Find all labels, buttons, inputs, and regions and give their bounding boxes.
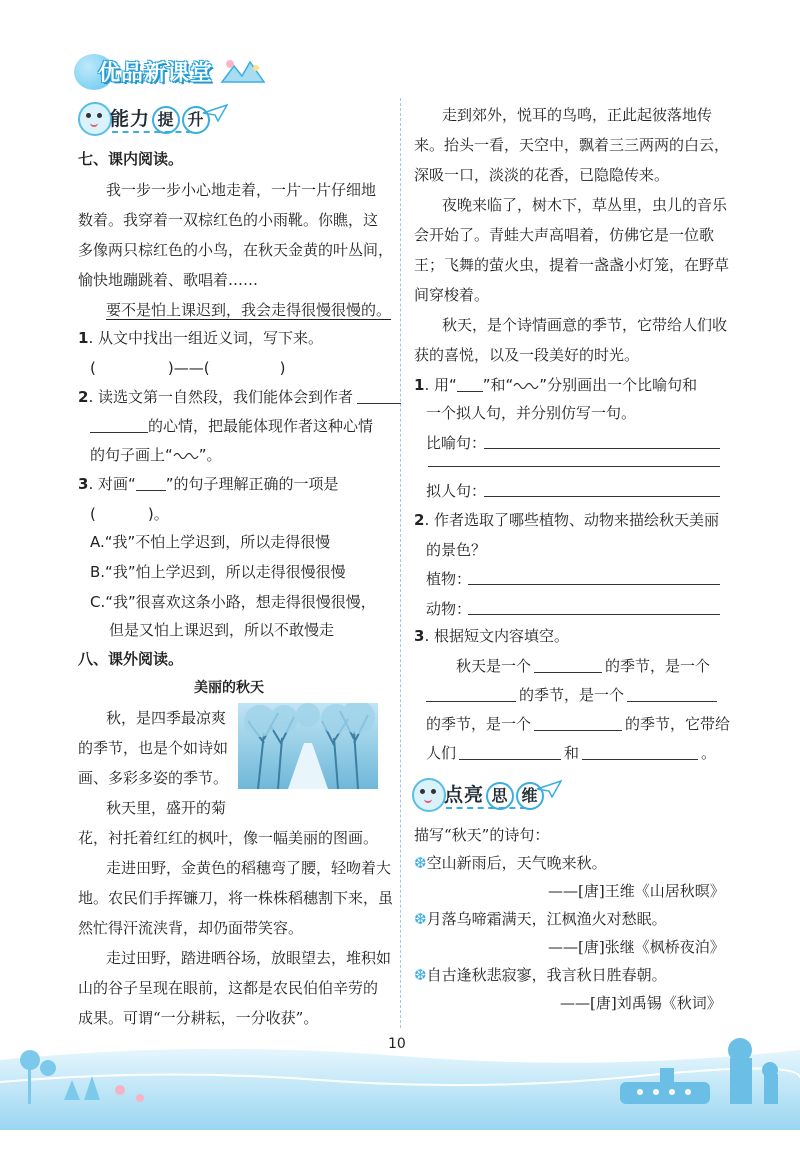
q-number: 3 bbox=[414, 627, 425, 645]
q-number: 1 bbox=[414, 376, 425, 394]
fill-text: 的季节，它带给 bbox=[625, 715, 731, 733]
wavy-line-icon bbox=[173, 450, 199, 460]
poem-2 bbox=[414, 904, 667, 934]
thinking-intro: 描写“秋天”的诗句： bbox=[414, 826, 550, 844]
passage-left-line-10: 山的谷子呈现在眼前，这都是农民伯伯辛劳的 bbox=[78, 979, 379, 997]
answer-blank[interactable] bbox=[357, 387, 401, 404]
passage-right-line-4: 夜晚来临了，树木下，草丛里，虫儿的音乐 bbox=[442, 196, 728, 214]
passage-right-line-5: 会开始了。青蛙大声高唱着，仿佛它是一位歌 bbox=[414, 226, 715, 244]
passage-right-line-3: 深吸一口，淡淡的花香，已隐隐传来。 bbox=[414, 166, 670, 184]
poem-line: 空山新雨后，天气晚来秋。 bbox=[426, 854, 607, 872]
poem-3 bbox=[414, 960, 667, 990]
part7-para-line-4: 愉快地蹦跳着、歌唱着…… bbox=[78, 271, 259, 289]
passage-left-line-6: 走进田野，金黄色的稻穗弯了腰，轻吻着大 bbox=[106, 859, 392, 877]
part7-q2-line3 bbox=[90, 440, 222, 470]
passage-left-line-4: 秋天里，盛开的菊 bbox=[106, 799, 227, 817]
brand-title: 优品新课堂 bbox=[98, 61, 214, 86]
fill-text: 和 bbox=[564, 744, 580, 762]
fill-text: 的季节，是一个 bbox=[519, 686, 625, 704]
answer-blank[interactable] bbox=[627, 685, 717, 702]
q-text: . 根据短文内容填空。 bbox=[424, 627, 569, 645]
passage-right-line-6: 王；飞舞的萤火虫，提着一盏盏小灯笼，在野草 bbox=[414, 256, 730, 274]
answer-blank[interactable] bbox=[90, 416, 148, 433]
part7-q2-line1 bbox=[78, 382, 401, 412]
passage-left-line-11: 成果。可谓“一分耕耘，一分收获”。 bbox=[78, 1009, 319, 1027]
q-text: . 用“ bbox=[424, 376, 457, 394]
passage-left-line-2: 的季节，也是个如诗如 bbox=[78, 739, 229, 757]
section-thinking-title: 点亮 bbox=[444, 784, 485, 806]
panda-mascot-icon bbox=[412, 778, 446, 812]
snowflake-icon: ❆ bbox=[414, 854, 427, 872]
poem-1 bbox=[414, 848, 607, 878]
part8-q3-fill-4 bbox=[426, 738, 716, 768]
q-number: 2 bbox=[414, 511, 425, 529]
part7-heading: 七、课内阅读。 bbox=[78, 150, 184, 168]
part7-para-line-3: 多像两只棕红色的小鸟，在秋天金黄的叶丛间， bbox=[78, 241, 394, 259]
part8-q3-fill-3 bbox=[426, 709, 730, 739]
q-text: . 从文中找出一组近义词，写下来。 bbox=[88, 329, 323, 347]
poem-1-source: ——[唐]王维《山居秋暝》 bbox=[548, 882, 725, 900]
plants-label: 植物： bbox=[426, 570, 472, 588]
paren-open: ( bbox=[90, 505, 96, 523]
snowflake-icon: ❆ bbox=[414, 966, 427, 984]
paren-close: ) bbox=[279, 359, 286, 377]
straight-line-mark bbox=[136, 482, 166, 491]
column-divider bbox=[400, 98, 401, 1028]
passage-left-line-8: 然忙得汗流浃背，却仍面带笑容。 bbox=[78, 919, 304, 937]
personify-label: 拟人句： bbox=[426, 482, 487, 500]
autumn-trees-image bbox=[238, 703, 378, 789]
part7-q3-line2 bbox=[90, 499, 169, 529]
mountain-cloud-icon bbox=[220, 58, 266, 86]
part7-para-line-2: 数着。我穿着一双棕红色的小雨靴。你瞧，这 bbox=[78, 211, 379, 229]
answer-blank[interactable] bbox=[459, 743, 561, 760]
section-ability-underline bbox=[112, 131, 192, 133]
part7-q3-line1 bbox=[78, 469, 339, 499]
passage-left-line-7: 地。农民们手挥镰刀，将一株株稻穗割下来，虽 bbox=[78, 889, 394, 907]
section-ability-heading bbox=[78, 100, 228, 136]
passage-left-line-5: 花，衬托着红红的枫叶，像一幅美丽的图画。 bbox=[78, 829, 379, 847]
brand-logo bbox=[74, 52, 264, 92]
animals-answer-line[interactable] bbox=[468, 614, 720, 615]
section-thinking-char1: 思 bbox=[486, 782, 514, 810]
q-text: ”的句子理解正确的一项是 bbox=[165, 475, 339, 493]
straight-line-mark bbox=[457, 383, 483, 392]
fill-text: 。 bbox=[701, 744, 717, 762]
personify-answer-line[interactable] bbox=[484, 496, 720, 497]
simile-answer-line[interactable] bbox=[484, 448, 720, 449]
paper-plane-icon bbox=[202, 104, 228, 122]
q-text: . 读选文第一自然段，我们能体会到作者 bbox=[88, 388, 353, 406]
section-thinking-char2: 维 bbox=[516, 782, 544, 810]
poem-2-source: ——[唐]张继《枫桥夜泊》 bbox=[548, 938, 725, 956]
answer-blank[interactable] bbox=[534, 714, 622, 731]
passage-left-line-9: 走过田野，踏进晒谷场，放眼望去，堆积如 bbox=[106, 949, 392, 967]
q-number: 1 bbox=[78, 329, 89, 347]
part8-q3-fill-2 bbox=[426, 680, 717, 710]
q-text: . 对画“ bbox=[88, 475, 136, 493]
paren-close: )。 bbox=[147, 505, 169, 523]
part7-q3-option-a[interactable]: A.“我”不怕上学迟到，所以走得很慢 bbox=[90, 533, 331, 551]
page-number: 10 bbox=[388, 1036, 406, 1052]
q-text: . 作者选取了哪些植物、动物来描绘秋天美丽 bbox=[424, 511, 719, 529]
part7-q1-answer bbox=[90, 353, 285, 383]
passage-right-line-2: 来。抬头一看，天空中，飘着三三两两的白云， bbox=[414, 136, 730, 154]
section-thinking-heading bbox=[412, 776, 562, 812]
plants-answer-line[interactable] bbox=[468, 584, 720, 585]
section-thinking-underline bbox=[446, 807, 526, 809]
part7-q3-option-b[interactable]: B.“我”怕上学迟到，所以走得很慢很慢 bbox=[90, 563, 346, 581]
q-number: 3 bbox=[78, 475, 89, 493]
part8-q3-fill-1 bbox=[456, 651, 710, 681]
animals-label: 动物： bbox=[426, 600, 472, 618]
passage-left-line-3: 画、多彩多姿的季节。 bbox=[78, 769, 229, 787]
passage-right-line-7: 间穿梭着。 bbox=[414, 286, 490, 304]
q-text: 的句子画上“ bbox=[90, 446, 173, 464]
fill-text: 人们 bbox=[426, 744, 457, 762]
q-text: ”分别画出一个比喻句和 bbox=[539, 376, 698, 394]
part7-underlined-sentence: 要不是怕上课迟到，我会走得很慢很慢的。 bbox=[106, 301, 392, 319]
part7-q3-option-c[interactable]: C.“我”很喜欢这条小路，想走得很慢很慢， bbox=[90, 593, 376, 611]
part8-q2-line2: 的景色？ bbox=[426, 541, 487, 559]
passage-title: 美丽的秋天 bbox=[194, 680, 264, 696]
answer-blank[interactable] bbox=[426, 685, 516, 702]
q-number: 2 bbox=[78, 388, 89, 406]
passage-left-line-1: 秋，是四季最凉爽 bbox=[106, 709, 227, 727]
section-ability-title: 能力 bbox=[110, 108, 151, 130]
part7-q2-line2 bbox=[90, 411, 373, 441]
part7-q3-option-c-cont: 但是又怕上课迟到，所以不敢慢走 bbox=[109, 621, 335, 639]
answer-blank[interactable] bbox=[582, 743, 698, 760]
passage-right-line-8: 秋天，是个诗情画意的季节，它带给人们收 bbox=[442, 316, 728, 334]
simile-answer-line-2[interactable] bbox=[428, 466, 720, 467]
q-text: ”和“ bbox=[482, 376, 514, 394]
passage-right-line-9: 获的喜悦，以及一段美好的时光。 bbox=[414, 346, 640, 364]
simile-label: 比喻句： bbox=[426, 434, 487, 452]
fill-text: 秋天是一个 bbox=[456, 657, 532, 675]
paren-dash: )——( bbox=[167, 359, 210, 377]
section-ability-char2: 升 bbox=[182, 106, 210, 134]
part8-q2-line1 bbox=[414, 505, 719, 535]
panda-mascot-icon bbox=[78, 102, 112, 136]
q-text: ”。 bbox=[198, 446, 222, 464]
part8-heading: 八、课外阅读。 bbox=[78, 650, 184, 668]
poem-3-source: ——[唐]刘禹锡《秋词》 bbox=[560, 994, 722, 1012]
wavy-line-icon bbox=[513, 380, 539, 390]
answer-blank[interactable] bbox=[534, 656, 602, 673]
part8-q1-line1 bbox=[414, 370, 697, 400]
part8-q1-line2: 一个拟人句，并分别仿写一句。 bbox=[426, 404, 637, 422]
part8-q3-line1 bbox=[414, 621, 569, 651]
section-ability-char1: 提 bbox=[152, 106, 180, 134]
part7-para-line-1: 我一步一步小心地走着，一片一片仔细地 bbox=[106, 181, 377, 199]
poem-line: 月落乌啼霜满天，江枫渔火对愁眠。 bbox=[426, 910, 667, 928]
part7-q1 bbox=[78, 323, 323, 353]
fill-text: 的季节，是一个 bbox=[605, 657, 711, 675]
paren-open: ( bbox=[90, 359, 96, 377]
paper-plane-icon bbox=[536, 780, 562, 798]
snowflake-icon: ❆ bbox=[414, 910, 427, 928]
q-text: 的心情，把最能体现作者这种心情 bbox=[148, 417, 374, 435]
passage-right-line-1: 走到郊外，悦耳的鸟鸣，正此起彼落地传 bbox=[442, 106, 713, 124]
fill-text: 的季节，是一个 bbox=[426, 715, 532, 733]
poem-line: 自古逢秋悲寂寥，我言秋日胜春朝。 bbox=[426, 966, 667, 984]
